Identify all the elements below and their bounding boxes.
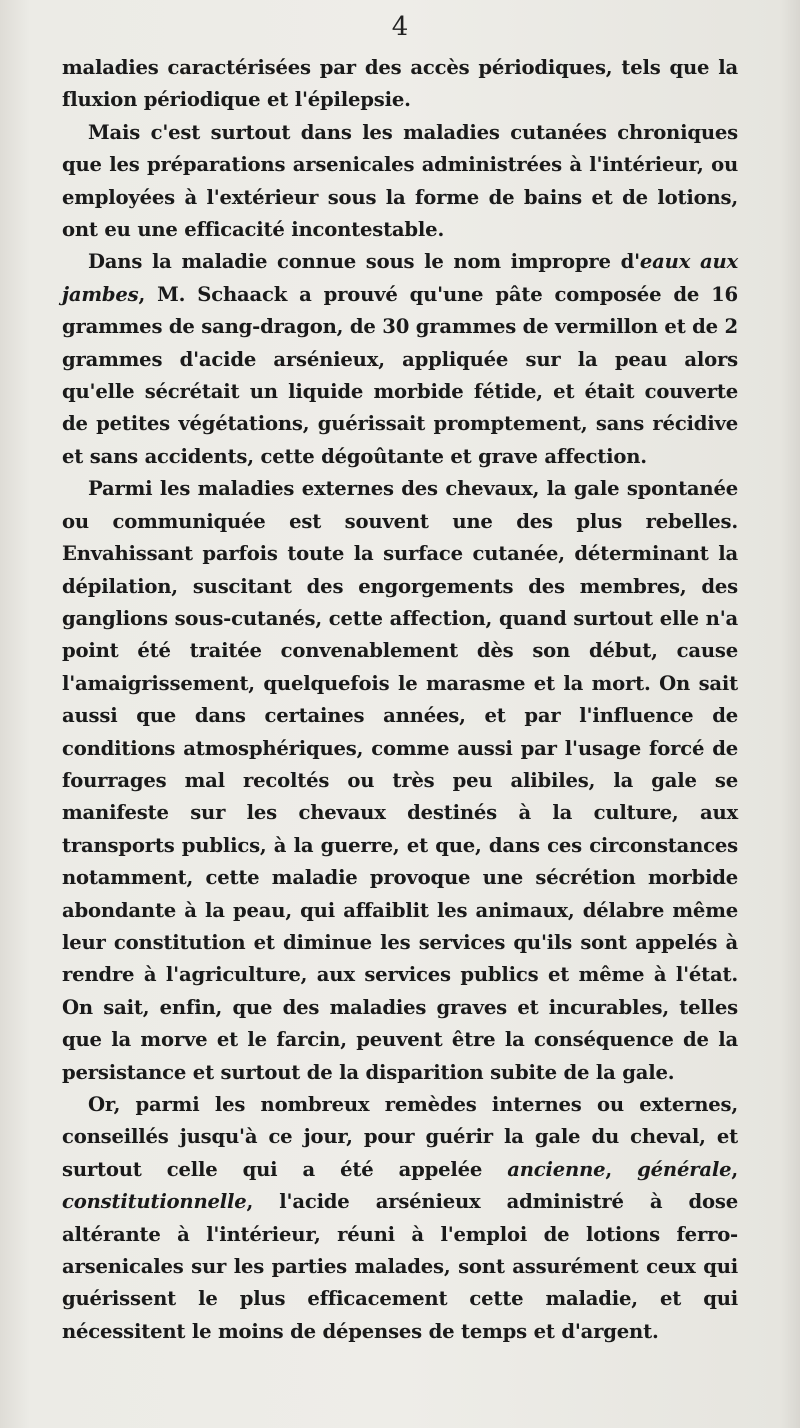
text-segment: , [605,1157,638,1181]
paragraph [62,246,738,473]
text-segment: Or, parmi les nombreux remèdes internes ou externes, conseillés jusqu'à ce jour, pour guérir la gale du cheval, et surtout celle qui a été appelée [62,1093,738,1181]
italic-text: ancienne [507,1157,606,1181]
italic-text: constitutionnelle [62,1190,247,1214]
text-segment: maladies caractérisées par des accès périodiques, tels que la fluxion périodique et l'épilepsie. [62,56,738,112]
paragraph [62,117,738,247]
body-text [62,52,738,1348]
paragraph [62,473,738,1089]
text-segment: Mais c'est surtout dans les maladies cutanées chroniques que les préparations arsenicales administrées à l'intérieur, ou employées à l'extérieur sous la forme de bains et de lotions, ont eu une efficacité incontestable. [62,120,738,242]
paragraph [62,52,738,117]
italic-text: eaux aux jambes [62,250,738,306]
page-number: 4 [391,12,409,42]
text-segment: , M. Schaack a prouvé qu'une pâte composée de 16 grammes de sang-dragon, de 30 grammes de vermillon et de 2 grammes d'acide arsénieux, appliquée sur la peau alors qu'elle sécrétait un liquide morbide fétide, et était couverte de petites végétations, guérissait promptement, sans récidive et sans accidents, cette dégoûtante et grave affection. [62,282,738,468]
text-segment: , [731,1157,738,1181]
text-segment: Dans la maladie connue sous le nom impropre d' [88,250,640,274]
text-segment: , l'acide arsénieux administré à dose altérante à l'intérieur, réuni à l'emploi de lotions ferro-arsenicales sur les parties malades, sont assurément ceux qui guérissent le plus efficacement cette maladie, et qui nécessitent le moins de dépenses de temps et d'argent. [62,1190,738,1343]
text-segment: Parmi les maladies externes des chevaux, la gale spontanée ou communiquée est souvent une des plus rebelles. Envahissant parfois toute la surface cutanée, déterminant la dépilation, suscitant des engorgements des membres, des ganglions sous-cutanés, cette affection, quand surtout elle n'a point été traitée convenablement dès son début, cause l'amaigrissement, quelquefois le marasme et la mort. On sait aussi que dans certaines années, et par l'influence de conditions atmosphériques, comme aussi par l'usage forcé de fourrages mal recoltés ou très peu alibiles, la gale se manifeste sur les chevaux destinés à la culture, aux transports publics, à la guerre, et que, dans ces circonstances notamment, cette maladie provoque une sécrétion morbide abondante à la peau, qui affaiblit les animaux, délabre même leur constitution et diminue les services qu'ils sont appelés à rendre à l'agriculture, aux services publics et même à l'état. On sait, enfin, que des maladies graves et incurables, telles que la morve et le farcin, peuvent être la conséquence de la persistance et surtout de la disparition subite de la gale. [62,477,738,1084]
paragraph [62,1089,738,1348]
italic-text: générale [637,1157,732,1181]
